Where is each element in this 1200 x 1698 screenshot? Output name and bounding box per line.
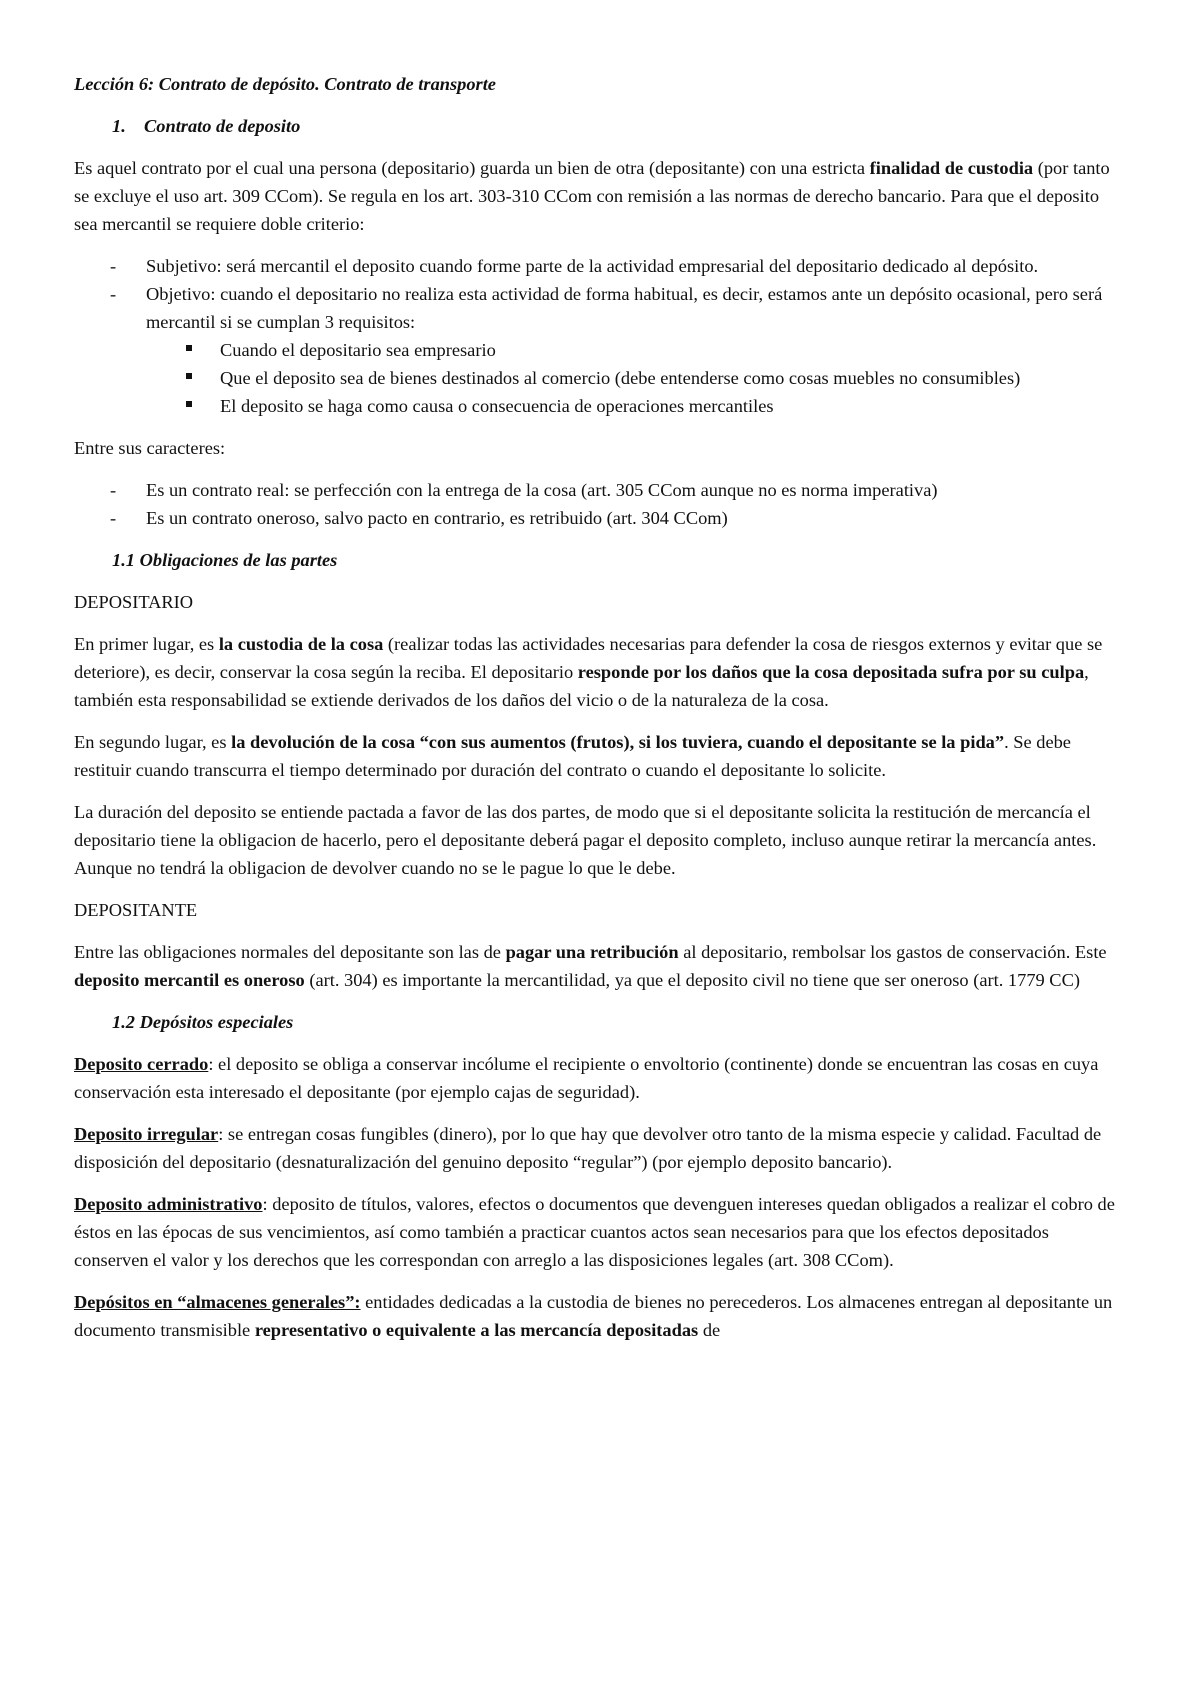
list-item: - Es un contrato real: se perfección con la entrega de la cosa (art. 305 CCom aunque no es norma imperativa) (74, 476, 1126, 504)
depositante-label: DEPOSITANTE (74, 900, 198, 920)
section-1-1-heading (112, 546, 1126, 574)
depositante-paragraph: Entre las obligaciones normales del depositante son las de pagar una retribución al depositario, rembolsar los gastos de conservación. Este deposito mercantil es oneroso (art. 304) es importante la mercantilidad, ya que el deposito civil no tiene que ser oneroso (art. 1779 CC) (74, 942, 1107, 990)
list-item: - Es un contrato oneroso, salvo pacto en contrario, es retribuido (art. 304 CCom) (74, 504, 1126, 532)
section-1-2-heading (112, 1008, 1126, 1036)
section-1-2-number: 1.2 (112, 1012, 135, 1032)
deposito-administrativo-paragraph: Deposito administrativo: deposito de títulos, valores, efectos o documentos que devenguen intereses quedan obligados a realizar el cobro de éstos en las épocas de sus vencimientos, así como también a practicar cuantos actos sean necesarios para que los efectos depositados conserven el valor y los derechos que les correspondan con arreglo a las disposiciones legales (art. 308 CCom). (74, 1194, 1115, 1270)
section-1-1-number: 1.1 (112, 550, 135, 570)
dash-bullet: - (110, 284, 117, 304)
deposito-administrativo-term: Deposito administrativo (74, 1194, 263, 1214)
section-1-1-title: Obligaciones de las partes (139, 550, 338, 570)
caracteres-list (74, 476, 1126, 532)
dash-bullet: - (110, 508, 117, 528)
section-1-intro: Es aquel contrato por el cual una persona (depositario) guarda un bien de otra (depositante) con una estricta finalidad de custodia (por tanto se excluye el uso art. 309 CCom). Se regula en los art. 303-310 CCom con remisión a las normas de derecho bancario. Para que el deposito sea mercantil se requiere doble criterio: (74, 158, 1110, 234)
finalidad-custodia-bold: finalidad de custodia (869, 158, 1034, 178)
depositario-paragraph-1: En primer lugar, es la custodia de la cosa (realizar todas las actividades necesarias para defender la cosa de riesgos externos y evitar que se deteriore), es decir, conservar la cosa según la reciba. El depositario responde por los daños que la cosa depositada sufra por su culpa, también esta responsabilidad se extiende derivados de los daños del vicio o de la naturaleza de la cosa. (74, 634, 1103, 710)
deposito-cerrado-term: Deposito cerrado (74, 1054, 209, 1074)
depositario-label: DEPOSITARIO (74, 592, 194, 612)
dash-bullet: - (110, 480, 117, 500)
requirements-list (146, 336, 1126, 420)
deposito-cerrado-paragraph: Deposito cerrado: el deposito se obliga a conservar incólume el recipiente o envoltorio (continente) donde se encuentran las cosas en cuya conservación esta interesado el depositante (por ejemplo cajas de seguridad). (74, 1054, 1099, 1102)
list-item: El deposito se haga como causa o consecuencia de operaciones mercantiles (74, 392, 1126, 420)
list-item: - Subjetivo: será mercantil el deposito cuando forme parte de la actividad empresarial del depositario dedicado al depósito. (74, 252, 1126, 280)
deposito-irregular-term: Deposito irregular (74, 1124, 219, 1144)
criteria-list (74, 252, 1126, 420)
section-1-heading (112, 112, 1126, 140)
depositario-paragraph-2: En segundo lugar, es la devolución de la cosa “con sus aumentos (frutos), si los tuviera, cuando el depositante se la pida”. Se debe restituir cuando transcurra el tiempo determinado por duración del contrato o cuando el depositante lo solicite. (74, 732, 1071, 780)
section-1-number: 1. (112, 116, 126, 136)
depositario-paragraph-3: La duración del deposito se entiende pactada a favor de las dos partes, de modo que si el depositante solicita la restitución de mercancía el depositario tiene la obligacion de hacerlo, pero el depositante deberá pagar el deposito completo, incluso aunque retirar la mercancía antes. Aunque no tendrá la obligacion de devolver cuando no se le pague lo que le debe. (74, 802, 1097, 878)
deposito-irregular-paragraph: Deposito irregular: se entregan cosas fungibles (dinero), por lo que hay que devolver otro tanto de la misma especie y calidad. Facultad de disposición del depositario (desnaturalización del genuino deposito “regular”) (por ejemplo deposito bancario). (74, 1124, 1102, 1172)
dash-bullet: - (110, 256, 117, 276)
deposito-almacenes-paragraph: Depósitos en “almacenes generales”: entidades dedicadas a la custodia de bienes no perecederos. Los almacenes entregan al depositante un documento transmisible representativo o equivalente a las mercancía depositadas de (74, 1292, 1113, 1340)
list-item: Que el deposito sea de bienes destinados al comercio (debe entenderse como cosas muebles no consumibles) (74, 364, 1126, 392)
lesson-title: Lección 6: Contrato de depósito. Contrato de transporte (74, 74, 496, 94)
section-1-2-title: Depósitos especiales (139, 1012, 294, 1032)
square-bullet-icon (186, 373, 192, 379)
square-bullet-icon (186, 345, 192, 351)
deposito-almacenes-term: Depósitos en “almacenes generales”: (74, 1292, 361, 1312)
list-item: Cuando el depositario sea empresario (74, 336, 1126, 364)
list-item: - Objetivo: cuando el depositario no realiza esta actividad de forma habitual, es decir, estamos ante un depósito ocasional, pero será mercantil si se cumplan 3 requisitos: Cuando el depositario sea empresario Que el deposito sea de bienes destinados al comercio (debe entenderse como cosas muebles no consumibles) El deposito se haga como causa o consecuencia de operaciones mercantiles (74, 280, 1126, 420)
section-1-title: Contrato de deposito (144, 116, 301, 136)
square-bullet-icon (186, 401, 192, 407)
caracteres-intro: Entre sus caracteres: (74, 438, 226, 458)
